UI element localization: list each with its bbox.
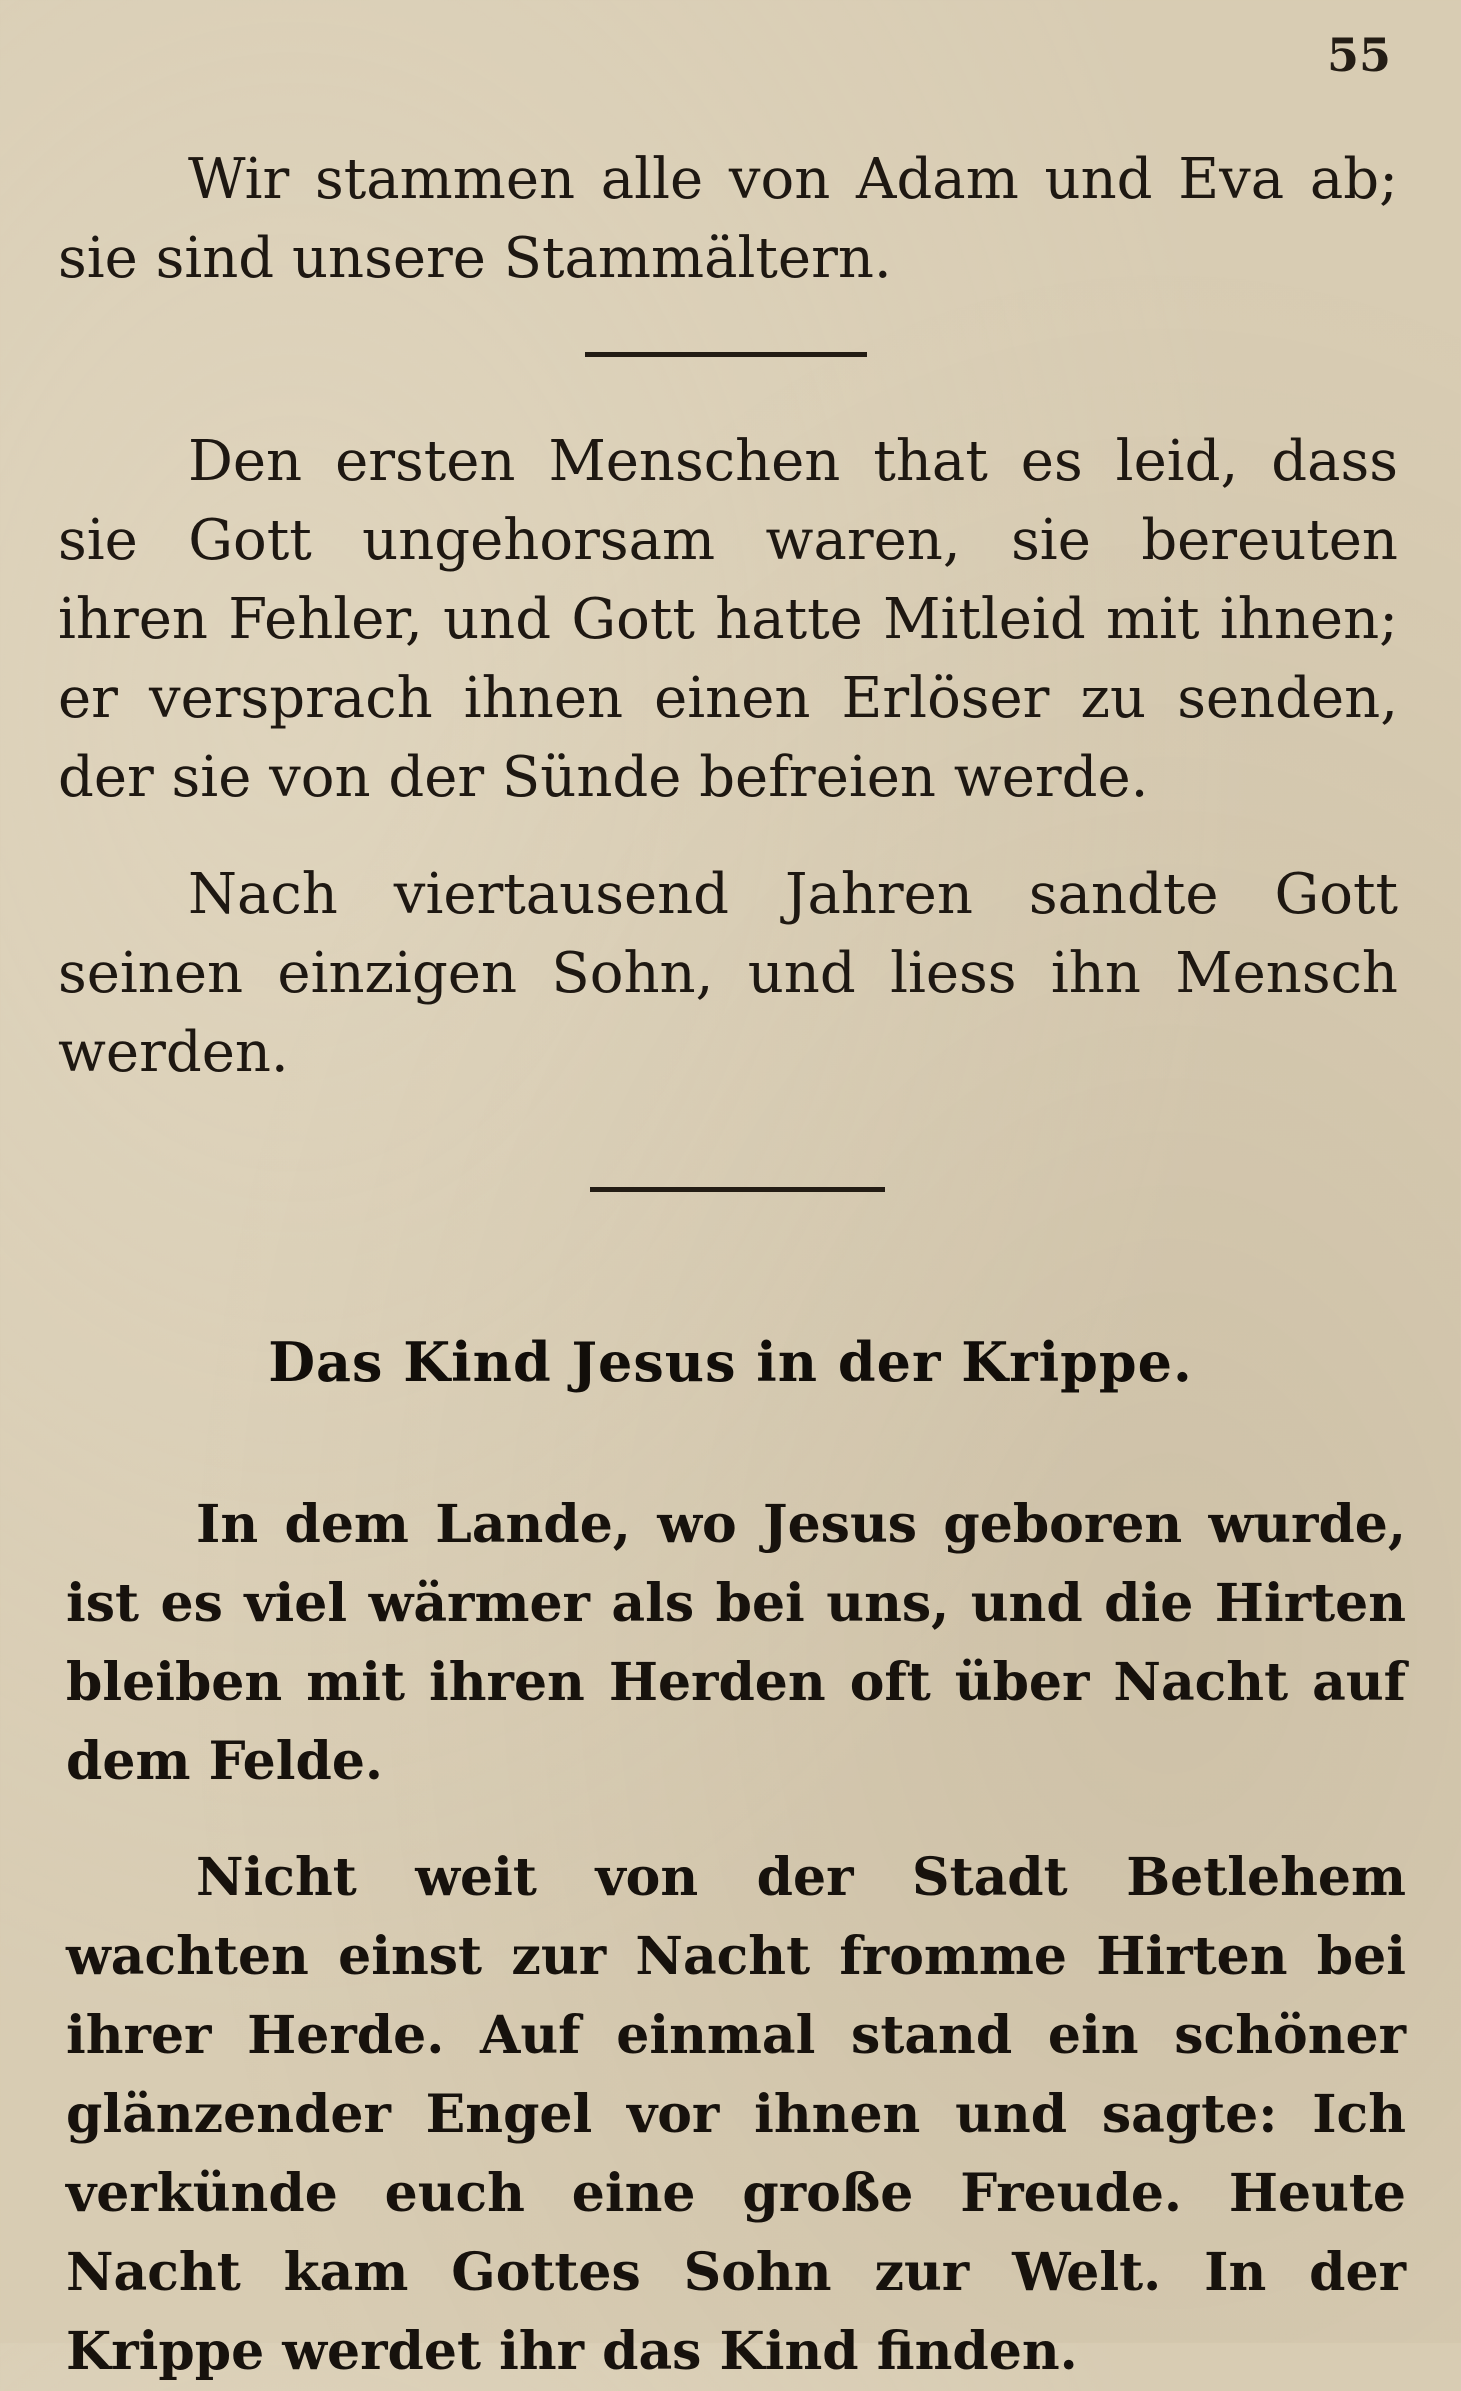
paragraph-stammeltern: Wir stammen alle von Adam und Eva ab; sie sind unsere Stammältern. [58,147,1398,291]
page-number: 55 [1326,28,1391,82]
divider-rule-2 [590,1187,885,1192]
paragraph-betlehem: Nicht weit von der Stadt Betlehem wachten einst zur Nacht fromme Hirten bei ihrer Herde. Auf einmal stand ein schöner glänzender Engel vor ihnen und sagte: Ich verkünde euch eine große Freude. Heute Nacht kam Gottes Sohn zur Welt. In der Krippe werdet ihr das Kind finden. [66,1847,1406,2382]
paragraph-lande: In dem Lande, wo Jesus geboren wurde, ist es viel wärmer als bei uns, und die Hirten bleiben mit ihren Herden oft über Nacht auf dem Felde. [66,1494,1406,1792]
paragraph-viertausend-jahren: Nach viertausend Jahren sandte Gott seinen einzigen Sohn, und liess ihn Mensch werden. [58,862,1398,1085]
divider-rule-1 [585,352,867,357]
section-heading: Das Kind Jesus in der Krippe. [268,1330,1193,1394]
paragraph-erste-menschen: Den ersten Menschen that es leid, dass sie Gott ungehorsam waren, sie bereuten ihren Fehler, und Gott hatte Mitleid mit ihnen; er versprach ihnen einen Erlöser zu senden, der sie von der Sünde befreien werde. [58,429,1398,810]
